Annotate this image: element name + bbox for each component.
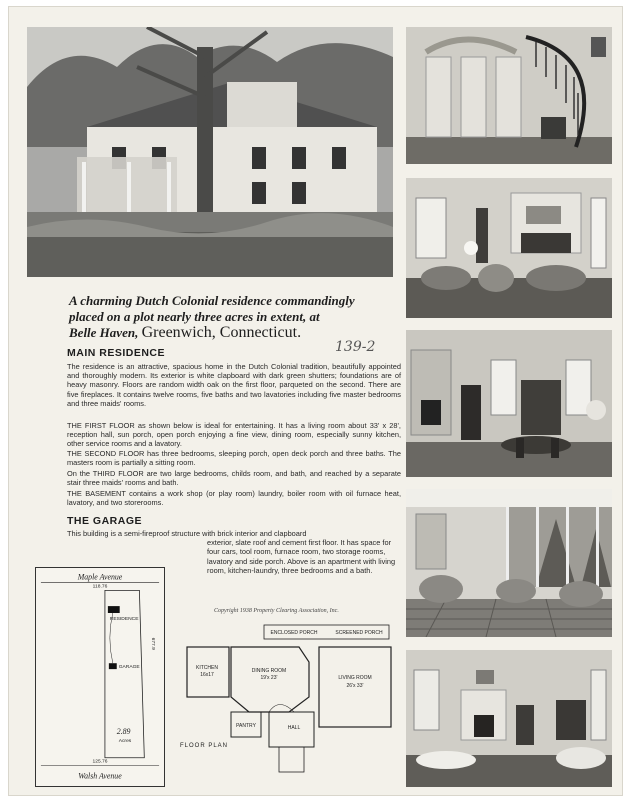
hall-label: HALL [287,725,301,731]
stair-hall-photo [406,27,612,164]
bottom-road-label: Walsh Avenue [78,771,122,781]
acreage-value: 2.89 [116,727,131,737]
dining-room-photo [406,330,612,477]
residence-footprint [108,606,120,613]
dining-room-label: DINING ROOM [251,668,287,674]
garage-text-rest: exterior, slate roof and cement first floor. It has space for four cars, tool room, furnace room, two storage rooms, lavatory and side porch. Above is an apartment with living room, kitchen-laundry, three bedrooms and a bath. [207,538,396,575]
main-residence-intro: The residence is an attractive, spacious home in the Dutch Colonial tradition, beautifully appointed and thoroughly modern. Its exterior is white clapboard with dark green shutters; foundations are of heavy masonry. Floors are random width oak on the first floor, parqueted on the second. There are five fireplaces. It contains twelve rooms, five baths and two lavatories including five master bedrooms and three maids' rooms. [67,362,401,408]
living-room-photo [406,178,612,318]
sun-porch-photo [406,489,612,637]
enclosed-porch-label: ENCLOSED PORCH [270,630,318,636]
garage-footprint [109,663,117,669]
third-floor-text: On the THIRD FLOOR are two large bedrooms, childs room, and bath, and reached by a separate stair three maids' rooms and bath. [67,469,401,488]
first-floor-text: THE FIRST FLOOR as shown below is ideal for entertaining. It has a living room about 33' x 28', reception hall, sun porch, open porch enjoying a fine view, dining room, especially sunny kitchen, other service rooms and a lavatory. [67,421,401,449]
brochure-page [8,6,623,796]
headline-line-2: placed on a plot nearly three acres in extent, at [69,309,320,324]
garage-heading: THE GARAGE [67,515,143,527]
residence-label: RESIDENCE [109,616,139,622]
top-road-label: Maple Avenue [77,572,123,582]
acreage-unit: Acres [118,738,132,744]
bottom-dimension: 125.76 [92,759,108,765]
kitchen-dimension: 16x17 [200,672,214,678]
floor-plan-title: FLOOR PLAN [179,743,229,749]
dining-room-dimension: 19'x 23' [260,675,278,681]
main-residence-heading: MAIN RESIDENCE [67,347,166,359]
headline-prefix: Belle Haven, [69,325,139,340]
living-room-dimension: 26'x 33' [346,683,364,689]
second-floor-text: THE SECOND FLOOR has three bedrooms, sleeping porch, open deck porch and three baths. The masters room is partially a sitting room. [67,449,401,468]
site-plan [35,567,165,787]
headline-line-1: A charming Dutch Colonial residence commandingly [69,293,355,308]
exterior-photo [27,27,393,277]
basement-text: THE BASEMENT contains a work shop (or play room) laundry, boiler room with oil furnace heat, lavatory, and two storerooms. [67,489,401,508]
top-dimension: 118.76 [92,584,108,590]
copyright-line: Copyright 1938 Property Clearing Association, Inc. [214,608,339,614]
headline [69,293,399,341]
handwritten-note: 139-2 [335,339,376,355]
living-room-label: LIVING ROOM [338,675,372,681]
floor-plan [169,617,404,787]
garage-label: GARAGE [118,665,140,671]
garage-text-line-1: This building is a semi-fireproof structure with brick interior and clapboard [67,529,307,538]
headline-location: Greenwich, Connecticut. [141,324,302,341]
right-dimension: 677.9 [150,637,156,650]
pantry-label: PANTRY [236,723,256,729]
second-living-room-photo [406,650,612,787]
kitchen-label: KITCHEN [196,665,218,671]
screened-porch-label: SCREENED PORCH [335,630,383,636]
